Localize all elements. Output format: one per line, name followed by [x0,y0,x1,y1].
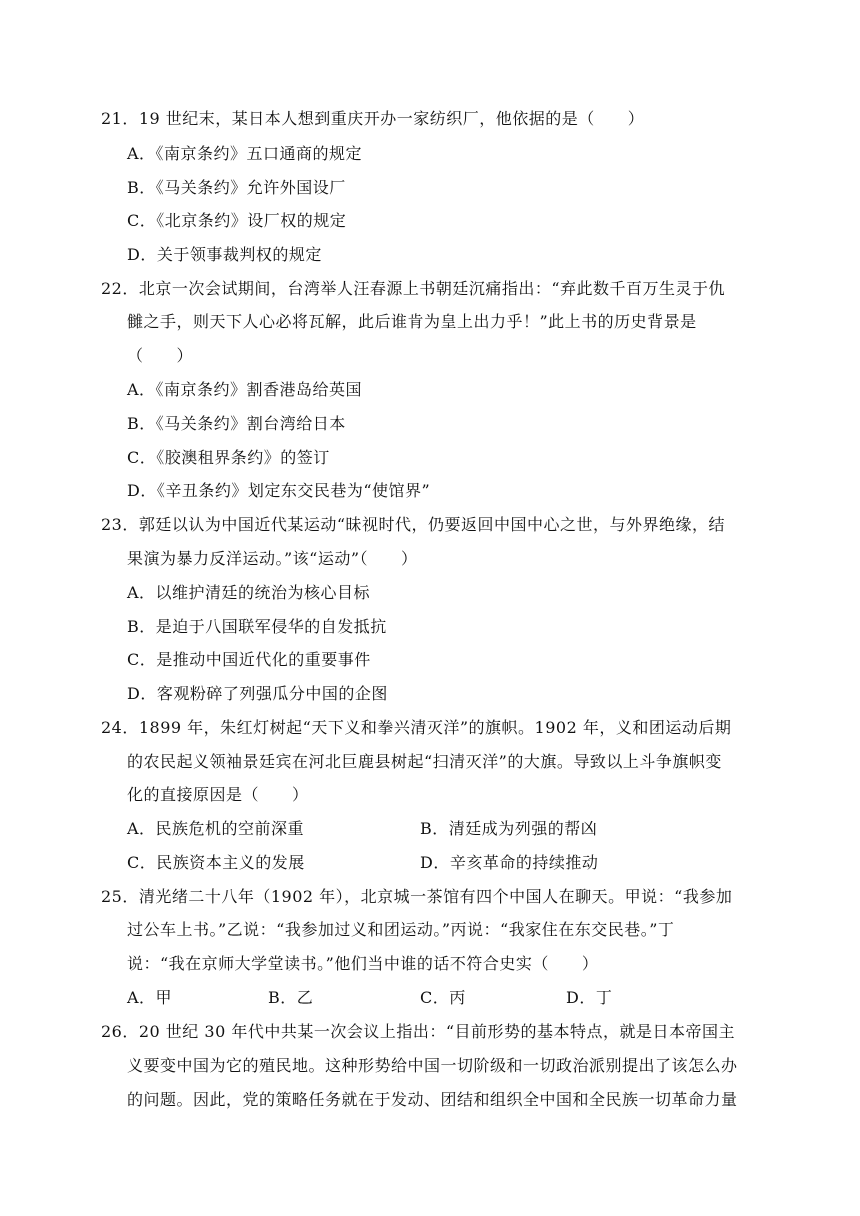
option-a: A．《南京条约》割香港岛给英国 [127,380,363,399]
question-stem: 25．清光绪二十八年（1902 年），北京城一茶馆有四个中国人在聊天。甲说：“我参加 [101,887,733,906]
option-b: B．乙 [268,988,314,1007]
question-stem-continued: 化的直接原因是（ ） [127,785,309,804]
option-c: C．《胶澳租界条约》的签订 [127,448,330,467]
option-c: C．是推动中国近代化的重要事件 [127,650,371,669]
option-c: C．《北京条约》设厂权的规定 [127,211,347,230]
option-d: D．客观粉碎了列强瓜分中国的企图 [127,684,388,703]
question-stem: 21．19 世纪末，某日本人想到重庆开办一家纺织厂，他依据的是（ ） [101,109,645,128]
option-d: D．丁 [566,988,613,1007]
question-stem-continued: 果演为暴力反洋运动。”该“运动”（ ） [127,549,418,568]
option-d: D．关于领事裁判权的规定 [127,245,322,264]
question-stem: 26．20 世纪 30 年代中共某一次会议上指出：“目前形势的基本特点，就是日本帝国主 [101,1022,736,1041]
question-stem-continued: 过公车上书。”乙说：“我参加过义和团运动。”丙说：“我家住在东交民巷。”丁 [127,920,675,939]
question-stem: 24．1899 年，朱红灯树起“天下义和拳兴清灭洋”的旗帜。1902 年，义和团运动后期 [101,718,732,737]
option-a: A．民族危机的空前深重 [127,819,305,838]
question-stem-continued: 的问题。因此，党的策略任务就在于发动、团结和组织全中国和全民族一切革命力量 [127,1090,738,1109]
option-a: A．以维护清廷的统治为核心目标 [127,583,371,602]
question-stem: 22．北京一次会试期间，台湾举人汪春源上书朝廷沉痛指出：“弃此数千百万生灵于仇 [101,279,726,298]
option-b: B．清廷成为列强的帮凶 [420,819,598,838]
question-stem-continued: 的农民起义领袖景廷宾在河北巨鹿县树起“扫清灭洋”的大旗。导致以上斗争旗帜变 [127,752,722,771]
question-stem-continued: 雠之手，则天下人心必将瓦解，此后谁肯为皇上出力乎！”此上书的历史背景是 [127,312,697,331]
option-b: B．《马关条约》割台湾给日本 [127,414,346,433]
question-stem: 23．郭廷以认为中国近代某运动“昧视时代，仍要返回中国中心之世，与外界绝缘，结 [101,515,726,534]
option-d: D．辛亥革命的持续推动 [420,853,599,872]
question-stem-continued: 义要变中国为它的殖民地。这种形势给中国一切阶级和一切政治派别提出了该怎么办 [127,1056,738,1075]
option-b: B．是迫于八国联军侵华的自发抵抗 [127,617,387,636]
question-stem-continued: 说：“我在京师大学堂读书。”他们当中谁的话不符合史实（ ） [127,954,599,973]
option-c: C．民族资本主义的发展 [127,853,305,872]
question-stem-continued: （ ） [127,346,194,365]
option-a: A．甲 [127,988,173,1007]
option-d: D．《辛丑条约》划定东交民巷为“使馆界” [127,481,431,500]
option-c: C．丙 [420,988,466,1007]
option-a: A．《南京条约》五口通商的规定 [127,144,363,163]
option-b: B．《马关条约》允许外国设厂 [127,178,346,197]
